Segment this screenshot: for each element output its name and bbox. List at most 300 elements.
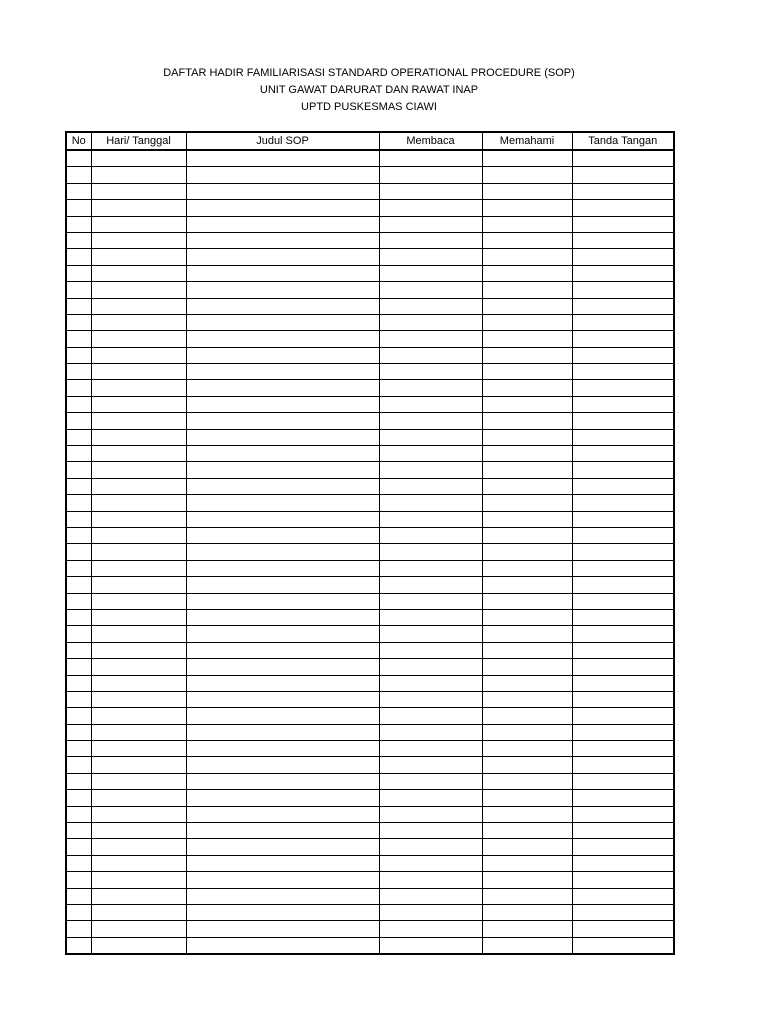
cell-read xyxy=(379,282,482,298)
cell-understand xyxy=(482,904,572,920)
cell-no xyxy=(66,872,91,888)
cell-read xyxy=(379,331,482,347)
cell-signature xyxy=(572,462,674,478)
cell-no xyxy=(66,593,91,609)
table-row xyxy=(66,872,674,888)
cell-signature xyxy=(572,183,674,199)
cell-understand xyxy=(482,757,572,773)
cell-signature xyxy=(572,937,674,954)
cell-read xyxy=(379,593,482,609)
cell-sop-title xyxy=(186,937,379,954)
cell-date xyxy=(91,380,186,396)
cell-no xyxy=(66,724,91,740)
cell-understand xyxy=(482,347,572,363)
document-title: DAFTAR HADIR FAMILIARISASI STANDARD OPERATIONAL PROCEDURE (SOP) xyxy=(163,67,575,79)
cell-no xyxy=(66,823,91,839)
cell-sop-title xyxy=(186,314,379,330)
cell-date xyxy=(91,757,186,773)
cell-read xyxy=(379,888,482,904)
cell-date xyxy=(91,396,186,412)
cell-read xyxy=(379,790,482,806)
cell-no xyxy=(66,708,91,724)
cell-read xyxy=(379,855,482,871)
cell-read xyxy=(379,232,482,248)
cell-understand xyxy=(482,183,572,199)
cell-understand xyxy=(482,478,572,494)
cell-date xyxy=(91,495,186,511)
cell-read xyxy=(379,462,482,478)
cell-sop-title xyxy=(186,282,379,298)
cell-no xyxy=(66,478,91,494)
cell-no xyxy=(66,183,91,199)
cell-sop-title xyxy=(186,364,379,380)
cell-no xyxy=(66,773,91,789)
cell-signature xyxy=(572,691,674,707)
cell-read xyxy=(379,921,482,937)
cell-date xyxy=(91,232,186,248)
table-row xyxy=(66,364,674,380)
cell-sop-title xyxy=(186,495,379,511)
cell-date xyxy=(91,823,186,839)
cell-no xyxy=(66,577,91,593)
cell-understand xyxy=(482,167,572,183)
cell-read xyxy=(379,872,482,888)
cell-sop-title xyxy=(186,708,379,724)
table-row xyxy=(66,724,674,740)
cell-read xyxy=(379,150,482,167)
cell-understand xyxy=(482,331,572,347)
cell-sop-title xyxy=(186,609,379,625)
cell-sop-title xyxy=(186,577,379,593)
cell-no xyxy=(66,937,91,954)
cell-no xyxy=(66,216,91,232)
cell-no xyxy=(66,150,91,167)
cell-read xyxy=(379,495,482,511)
cell-signature xyxy=(572,872,674,888)
document-header xyxy=(0,65,738,116)
cell-understand xyxy=(482,773,572,789)
cell-date xyxy=(91,773,186,789)
cell-no xyxy=(66,511,91,527)
cell-no xyxy=(66,544,91,560)
cell-date xyxy=(91,855,186,871)
cell-understand xyxy=(482,413,572,429)
table-row xyxy=(66,462,674,478)
cell-read xyxy=(379,773,482,789)
cell-no xyxy=(66,659,91,675)
cell-no xyxy=(66,495,91,511)
column-header-date: Hari/ Tanggal xyxy=(91,132,186,150)
cell-sop-title xyxy=(186,757,379,773)
cell-signature xyxy=(572,577,674,593)
cell-signature xyxy=(572,495,674,511)
table-row xyxy=(66,593,674,609)
cell-no xyxy=(66,839,91,855)
cell-read xyxy=(379,183,482,199)
cell-no xyxy=(66,298,91,314)
cell-signature xyxy=(572,200,674,216)
cell-no xyxy=(66,413,91,429)
cell-sop-title xyxy=(186,806,379,822)
cell-signature xyxy=(572,347,674,363)
column-header-signature: Tanda Tangan xyxy=(572,132,674,150)
cell-understand xyxy=(482,364,572,380)
table-row xyxy=(66,396,674,412)
cell-read xyxy=(379,675,482,691)
cell-read xyxy=(379,446,482,462)
cell-date xyxy=(91,806,186,822)
cell-date xyxy=(91,527,186,543)
cell-sop-title xyxy=(186,478,379,494)
cell-read xyxy=(379,314,482,330)
table-row xyxy=(66,380,674,396)
cell-understand xyxy=(482,921,572,937)
cell-no xyxy=(66,855,91,871)
cell-date xyxy=(91,413,186,429)
cell-no xyxy=(66,167,91,183)
cell-read xyxy=(379,839,482,855)
cell-no xyxy=(66,560,91,576)
cell-read xyxy=(379,298,482,314)
table-header-row xyxy=(66,132,674,150)
cell-sop-title xyxy=(186,183,379,199)
attendance-table xyxy=(65,131,675,955)
table-row xyxy=(66,331,674,347)
cell-sop-title xyxy=(186,298,379,314)
cell-sop-title xyxy=(186,216,379,232)
cell-signature xyxy=(572,609,674,625)
cell-understand xyxy=(482,282,572,298)
table-row xyxy=(66,232,674,248)
cell-sop-title xyxy=(186,446,379,462)
cell-signature xyxy=(572,150,674,167)
cell-understand xyxy=(482,839,572,855)
cell-no xyxy=(66,200,91,216)
table-row xyxy=(66,478,674,494)
cell-date xyxy=(91,265,186,281)
cell-sop-title xyxy=(186,659,379,675)
table-row xyxy=(66,937,674,954)
document-unit: UNIT GAWAT DARURAT DAN RAWAT INAP xyxy=(259,84,479,96)
cell-sop-title xyxy=(186,527,379,543)
cell-date xyxy=(91,544,186,560)
cell-date xyxy=(91,282,186,298)
cell-sop-title xyxy=(186,773,379,789)
cell-signature xyxy=(572,544,674,560)
cell-understand xyxy=(482,823,572,839)
cell-signature xyxy=(572,511,674,527)
cell-date xyxy=(91,183,186,199)
table-row xyxy=(66,642,674,658)
cell-date xyxy=(91,724,186,740)
cell-read xyxy=(379,806,482,822)
cell-read xyxy=(379,167,482,183)
cell-read xyxy=(379,527,482,543)
cell-signature xyxy=(572,888,674,904)
cell-date xyxy=(91,331,186,347)
cell-understand xyxy=(482,855,572,871)
cell-signature xyxy=(572,560,674,576)
cell-signature xyxy=(572,314,674,330)
cell-no xyxy=(66,609,91,625)
cell-signature xyxy=(572,446,674,462)
cell-date xyxy=(91,659,186,675)
table-row xyxy=(66,921,674,937)
cell-date xyxy=(91,429,186,445)
cell-understand xyxy=(482,659,572,675)
cell-read xyxy=(379,659,482,675)
cell-understand xyxy=(482,642,572,658)
cell-sop-title xyxy=(186,462,379,478)
cell-date xyxy=(91,904,186,920)
cell-sop-title xyxy=(186,380,379,396)
cell-signature xyxy=(572,249,674,265)
cell-sop-title xyxy=(186,511,379,527)
cell-no xyxy=(66,364,91,380)
table-row xyxy=(66,183,674,199)
cell-date xyxy=(91,478,186,494)
cell-no xyxy=(66,675,91,691)
cell-sop-title xyxy=(186,691,379,707)
cell-understand xyxy=(482,446,572,462)
cell-sop-title xyxy=(186,232,379,248)
cell-sop-title xyxy=(186,429,379,445)
cell-no xyxy=(66,642,91,658)
cell-date xyxy=(91,609,186,625)
cell-understand xyxy=(482,544,572,560)
cell-date xyxy=(91,626,186,642)
cell-signature xyxy=(572,921,674,937)
cell-no xyxy=(66,741,91,757)
cell-understand xyxy=(482,200,572,216)
cell-understand xyxy=(482,888,572,904)
cell-read xyxy=(379,429,482,445)
cell-understand xyxy=(482,741,572,757)
cell-signature xyxy=(572,675,674,691)
cell-read xyxy=(379,577,482,593)
cell-signature xyxy=(572,216,674,232)
cell-signature xyxy=(572,232,674,248)
cell-no xyxy=(66,921,91,937)
cell-sop-title xyxy=(186,396,379,412)
cell-date xyxy=(91,462,186,478)
cell-sop-title xyxy=(186,265,379,281)
cell-read xyxy=(379,364,482,380)
cell-sop-title xyxy=(186,790,379,806)
cell-signature xyxy=(572,429,674,445)
cell-no xyxy=(66,888,91,904)
cell-date xyxy=(91,249,186,265)
document-institution: UPTD PUSKESMAS CIAWI xyxy=(301,101,437,113)
cell-signature xyxy=(572,331,674,347)
cell-date xyxy=(91,511,186,527)
cell-read xyxy=(379,642,482,658)
table-row xyxy=(66,527,674,543)
cell-signature xyxy=(572,773,674,789)
cell-signature xyxy=(572,527,674,543)
cell-understand xyxy=(482,937,572,954)
cell-date xyxy=(91,298,186,314)
cell-signature xyxy=(572,904,674,920)
cell-date xyxy=(91,642,186,658)
cell-understand xyxy=(482,577,572,593)
cell-sop-title xyxy=(186,839,379,855)
cell-no xyxy=(66,232,91,248)
cell-no xyxy=(66,527,91,543)
table-row xyxy=(66,347,674,363)
cell-understand xyxy=(482,872,572,888)
table-row xyxy=(66,773,674,789)
cell-sop-title xyxy=(186,167,379,183)
cell-read xyxy=(379,413,482,429)
cell-sop-title xyxy=(186,150,379,167)
cell-sop-title xyxy=(186,249,379,265)
cell-understand xyxy=(482,626,572,642)
table-row xyxy=(66,675,674,691)
cell-sop-title xyxy=(186,347,379,363)
cell-sop-title xyxy=(186,544,379,560)
cell-read xyxy=(379,724,482,740)
cell-understand xyxy=(482,298,572,314)
cell-no xyxy=(66,429,91,445)
table-row xyxy=(66,757,674,773)
cell-date xyxy=(91,150,186,167)
cell-understand xyxy=(482,560,572,576)
cell-no xyxy=(66,626,91,642)
table-row xyxy=(66,216,674,232)
cell-date xyxy=(91,790,186,806)
cell-no xyxy=(66,380,91,396)
table-row xyxy=(66,806,674,822)
cell-understand xyxy=(482,265,572,281)
table-row xyxy=(66,495,674,511)
table-row xyxy=(66,200,674,216)
cell-no xyxy=(66,446,91,462)
cell-signature xyxy=(572,413,674,429)
table-row xyxy=(66,626,674,642)
cell-date xyxy=(91,446,186,462)
cell-read xyxy=(379,200,482,216)
cell-read xyxy=(379,609,482,625)
cell-read xyxy=(379,937,482,954)
cell-signature xyxy=(572,298,674,314)
cell-signature xyxy=(572,823,674,839)
cell-signature xyxy=(572,757,674,773)
cell-signature xyxy=(572,626,674,642)
cell-signature xyxy=(572,265,674,281)
cell-understand xyxy=(482,806,572,822)
cell-read xyxy=(379,560,482,576)
cell-signature xyxy=(572,167,674,183)
cell-date xyxy=(91,347,186,363)
cell-signature xyxy=(572,380,674,396)
cell-sop-title xyxy=(186,626,379,642)
cell-signature xyxy=(572,659,674,675)
table-row xyxy=(66,659,674,675)
cell-read xyxy=(379,265,482,281)
table-row xyxy=(66,741,674,757)
table-row xyxy=(66,298,674,314)
cell-read xyxy=(379,380,482,396)
cell-sop-title xyxy=(186,413,379,429)
cell-sop-title xyxy=(186,331,379,347)
cell-date xyxy=(91,314,186,330)
table-row xyxy=(66,577,674,593)
table-row xyxy=(66,429,674,445)
cell-signature xyxy=(572,708,674,724)
cell-read xyxy=(379,823,482,839)
cell-signature xyxy=(572,790,674,806)
cell-signature xyxy=(572,724,674,740)
cell-signature xyxy=(572,806,674,822)
table-row xyxy=(66,314,674,330)
cell-sop-title xyxy=(186,872,379,888)
cell-no xyxy=(66,462,91,478)
table-row xyxy=(66,249,674,265)
table-row xyxy=(66,544,674,560)
cell-read xyxy=(379,544,482,560)
cell-date xyxy=(91,593,186,609)
cell-sop-title xyxy=(186,888,379,904)
cell-read xyxy=(379,216,482,232)
cell-understand xyxy=(482,429,572,445)
cell-no xyxy=(66,396,91,412)
column-header-understand: Memahami xyxy=(482,132,572,150)
cell-understand xyxy=(482,396,572,412)
cell-signature xyxy=(572,839,674,855)
cell-no xyxy=(66,904,91,920)
cell-read xyxy=(379,347,482,363)
cell-date xyxy=(91,691,186,707)
cell-read xyxy=(379,708,482,724)
cell-read xyxy=(379,511,482,527)
cell-no xyxy=(66,314,91,330)
cell-understand xyxy=(482,593,572,609)
cell-understand xyxy=(482,527,572,543)
cell-signature xyxy=(572,396,674,412)
cell-date xyxy=(91,577,186,593)
cell-read xyxy=(379,757,482,773)
cell-sop-title xyxy=(186,741,379,757)
cell-read xyxy=(379,741,482,757)
cell-sop-title xyxy=(186,724,379,740)
cell-sop-title xyxy=(186,560,379,576)
cell-read xyxy=(379,626,482,642)
cell-read xyxy=(379,249,482,265)
table-row xyxy=(66,839,674,855)
cell-no xyxy=(66,331,91,347)
table-row xyxy=(66,888,674,904)
cell-signature xyxy=(572,282,674,298)
cell-understand xyxy=(482,249,572,265)
cell-date xyxy=(91,708,186,724)
cell-read xyxy=(379,396,482,412)
cell-date xyxy=(91,560,186,576)
column-header-no: No xyxy=(66,132,91,150)
cell-signature xyxy=(572,593,674,609)
cell-signature xyxy=(572,478,674,494)
cell-date xyxy=(91,675,186,691)
cell-understand xyxy=(482,495,572,511)
cell-date xyxy=(91,741,186,757)
cell-understand xyxy=(482,675,572,691)
cell-no xyxy=(66,806,91,822)
cell-understand xyxy=(482,708,572,724)
table-row xyxy=(66,446,674,462)
table-row xyxy=(66,708,674,724)
cell-understand xyxy=(482,691,572,707)
cell-understand xyxy=(482,150,572,167)
